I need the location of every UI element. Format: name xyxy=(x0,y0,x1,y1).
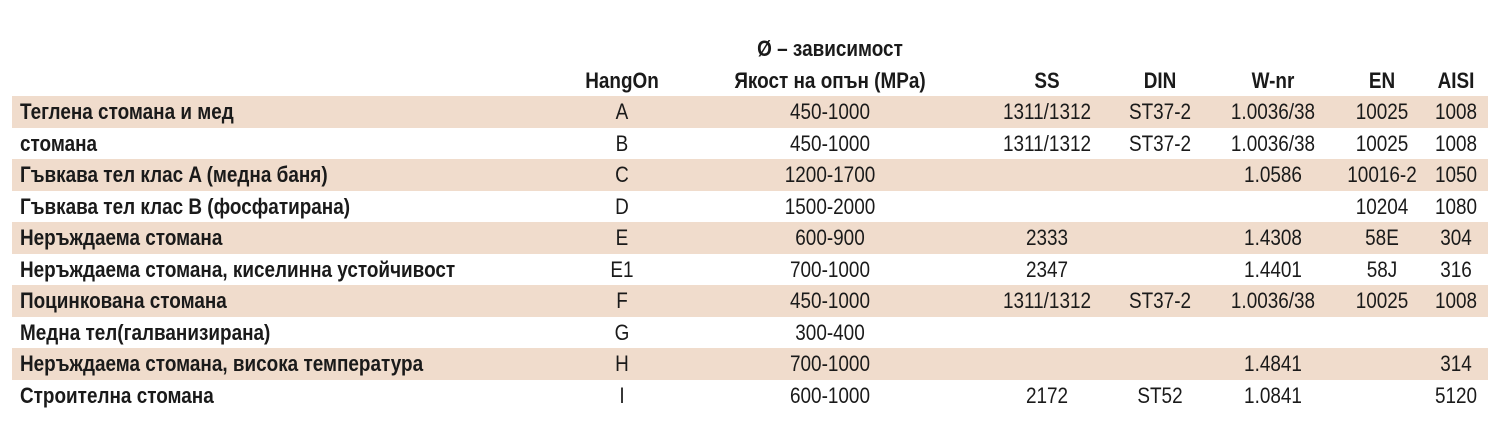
cell-name: Неръждаема стомана xyxy=(20,225,223,250)
cell-name: Строителна стомана xyxy=(20,382,214,408)
cell-strength: 450-1000 xyxy=(790,99,870,124)
cell-aisi: 304 xyxy=(1440,225,1472,250)
cell-wnr: 1.4401 xyxy=(1244,256,1302,282)
cell-hangon: B xyxy=(615,130,629,156)
cell-name: Неръждаема стомана, киселинна устойчивост xyxy=(20,256,456,282)
cell-en: 10025 xyxy=(1355,99,1409,124)
cell-strength: 450-1000 xyxy=(790,288,870,313)
header-din: DIN xyxy=(1143,68,1177,93)
cell-name: стомана xyxy=(20,130,98,156)
cell-aisi xyxy=(1428,317,1483,349)
cell-en xyxy=(1339,380,1425,412)
cell-wnr xyxy=(1217,317,1329,349)
header-hangon: HangOn xyxy=(585,68,659,93)
cell-en: 58J xyxy=(1366,256,1398,282)
cell-din: ST37-2 xyxy=(1128,288,1192,313)
material-table xyxy=(12,32,1488,411)
table-row xyxy=(12,254,1488,286)
cell-din xyxy=(1117,222,1203,254)
cell-wnr: 1.0036/38 xyxy=(1230,288,1316,313)
cell-aisi: 1008 xyxy=(1434,288,1478,313)
header-aisi: AISI xyxy=(1437,68,1475,93)
cell-din xyxy=(1117,254,1203,286)
cell-strength: 600-1000 xyxy=(790,382,870,408)
cell-hangon: I xyxy=(619,382,625,408)
cell-en: 10204 xyxy=(1355,193,1409,219)
table-header xyxy=(12,32,1488,96)
table-row xyxy=(12,380,1488,412)
cell-ss: 1311/1312 xyxy=(1002,288,1092,313)
cell-strength: 700-1000 xyxy=(790,256,870,282)
cell-strength: 1500-2000 xyxy=(784,193,876,219)
table-row xyxy=(12,128,1488,160)
table-row xyxy=(12,285,1488,317)
cell-strength: 600-900 xyxy=(795,225,865,250)
cell-ss: 2347 xyxy=(1025,256,1069,282)
cell-aisi: 314 xyxy=(1440,351,1472,376)
cell-ss: 2172 xyxy=(1025,382,1069,408)
cell-aisi: 316 xyxy=(1440,256,1472,282)
cell-din xyxy=(1117,317,1203,349)
cell-en xyxy=(1339,317,1425,349)
cell-din: ST37-2 xyxy=(1128,130,1192,156)
cell-name: Гъвкава тел клас B (фосфатирана) xyxy=(20,193,351,219)
cell-wnr: 1.0036/38 xyxy=(1230,99,1316,124)
cell-ss xyxy=(983,159,1112,191)
cell-ss xyxy=(983,191,1112,223)
header-en: EN xyxy=(1368,68,1396,93)
table-row xyxy=(12,317,1488,349)
header-strength-top: Ø – зависимост xyxy=(757,36,903,61)
cell-wnr: 1.0841 xyxy=(1244,382,1302,408)
cell-aisi: 5120 xyxy=(1434,382,1478,408)
table-row xyxy=(12,159,1488,191)
header-strength: Якост на опън (MPa) xyxy=(734,68,926,93)
cell-strength: 450-1000 xyxy=(790,130,870,156)
table-row xyxy=(12,222,1488,254)
cell-ss: 2333 xyxy=(1025,225,1069,250)
header-ss: SS xyxy=(1034,68,1060,93)
cell-wnr xyxy=(1217,191,1329,223)
cell-aisi: 1008 xyxy=(1434,130,1478,156)
cell-hangon: C xyxy=(615,162,629,187)
cell-en: 58E xyxy=(1365,225,1399,250)
cell-en: 10016-2 xyxy=(1347,162,1417,187)
cell-hangon: H xyxy=(615,351,629,376)
table-row xyxy=(12,96,1488,128)
cell-name: Медна тел(галванизирана) xyxy=(20,319,271,345)
cell-wnr: 1.4308 xyxy=(1244,225,1302,250)
cell-en: 10025 xyxy=(1355,130,1409,156)
cell-ss: 1311/1312 xyxy=(1002,99,1092,124)
cell-strength: 1200-1700 xyxy=(784,162,876,187)
cell-name: Неръждаема стомана, висока температура xyxy=(20,351,424,376)
cell-aisi: 1008 xyxy=(1434,99,1478,124)
table-body xyxy=(12,96,1488,411)
cell-hangon: A xyxy=(615,99,629,124)
cell-strength: 300-400 xyxy=(795,319,865,345)
cell-aisi: 1080 xyxy=(1434,193,1478,219)
cell-ss xyxy=(983,348,1112,380)
cell-name: Гъвкава тел клас A (медна баня) xyxy=(20,162,328,187)
header-wnr: W-nr xyxy=(1251,68,1295,93)
cell-din xyxy=(1117,348,1203,380)
cell-ss xyxy=(983,317,1112,349)
cell-aisi: 1050 xyxy=(1434,162,1478,187)
cell-hangon: E xyxy=(615,225,629,250)
cell-hangon: D xyxy=(615,193,629,219)
cell-hangon: F xyxy=(616,288,628,313)
cell-wnr: 1.0036/38 xyxy=(1230,130,1316,156)
cell-name: Поцинкована стомана xyxy=(20,288,227,313)
table-row xyxy=(12,348,1488,380)
table-row xyxy=(12,191,1488,223)
cell-din xyxy=(1117,159,1203,191)
cell-name: Теглена стомана и мед xyxy=(20,99,234,124)
cell-din: ST52 xyxy=(1137,382,1183,408)
cell-wnr: 1.0586 xyxy=(1244,162,1302,187)
cell-strength: 700-1000 xyxy=(790,351,870,376)
cell-din: ST37-2 xyxy=(1128,99,1192,124)
cell-hangon: G xyxy=(614,319,630,345)
cell-din xyxy=(1117,191,1203,223)
cell-wnr: 1.4841 xyxy=(1244,351,1302,376)
cell-ss: 1311/1312 xyxy=(1002,130,1092,156)
cell-en xyxy=(1339,348,1425,380)
cell-hangon: E1 xyxy=(610,256,634,282)
cell-en: 10025 xyxy=(1355,288,1409,313)
